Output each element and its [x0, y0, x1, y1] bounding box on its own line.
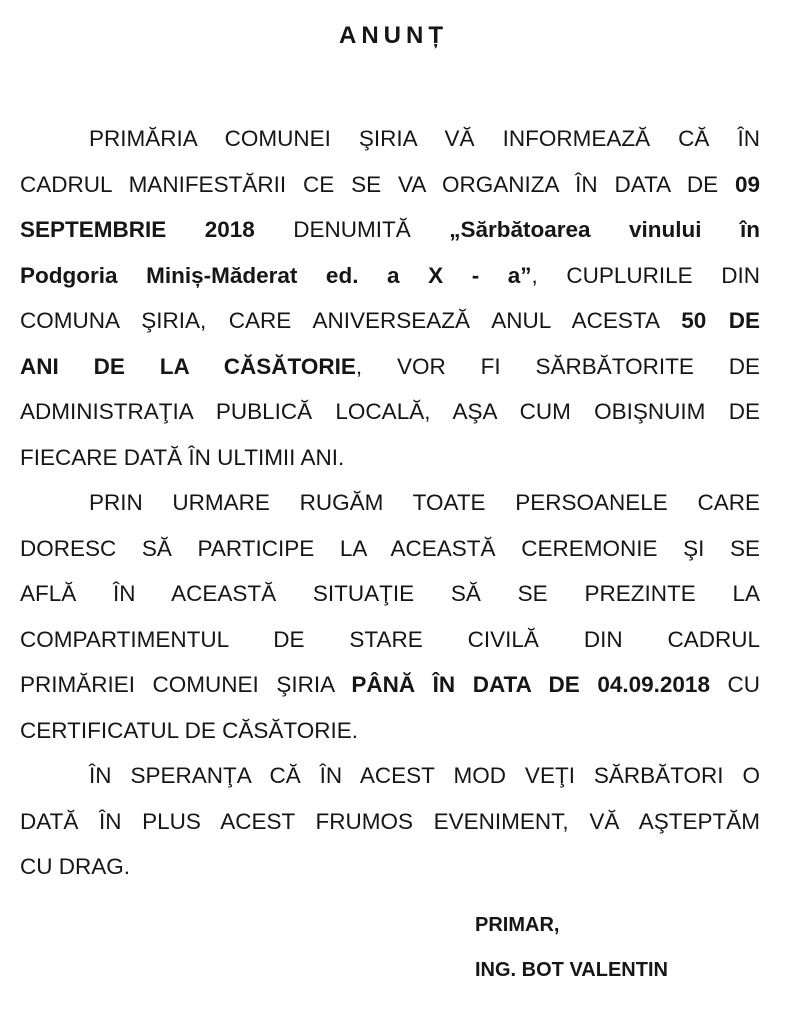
anniversary-label: ANI DE LA CĂSĂTORIE [20, 353, 356, 379]
paragraph-1-line-6 [20, 344, 760, 390]
text-span: COMUNA ŞIRIA, CARE ANIVERSEAZĂ ANUL ACESTA [20, 308, 682, 333]
paragraph-2-line-2: DORESC SĂ PARTICIPE LA ACEASTĂ CEREMONIE ŞI SE [20, 535, 760, 561]
signature-role: PRIMAR, [475, 914, 560, 936]
paragraph-2-line-3: AFLĂ ÎN ACEASTĂ SITUAŢIE SĂ SE PREZINTE LA [20, 581, 760, 606]
paragraph-1-line-8: FIECARE DATĂ ÎN ULTIMII ANI. [20, 444, 345, 470]
paragraph-2-line-4: COMPARTIMENTUL DE STARE CIVILĂ DIN CADRUL [20, 626, 760, 652]
text-span: , VOR FI SĂRBĂTORITE DE [355, 353, 760, 379]
paragraph-1-line-3 [20, 207, 760, 253]
signature-block [475, 903, 668, 993]
text-span: CU [709, 672, 760, 697]
paragraph-2-line-6: CERTIFICATUL DE CĂSĂTORIE. [20, 717, 358, 743]
paragraph-2-line-5 [20, 662, 760, 708]
paragraph-3-line-2: DATĂ ÎN PLUS ACEST FRUMOS EVENIMENT, VĂ AŞTEPTĂM [20, 808, 760, 834]
announcement-body [20, 116, 760, 890]
anniversary-years: 50 DE [681, 308, 760, 333]
paragraph-1-line-4 [20, 253, 760, 299]
date-day: 09 [734, 171, 760, 197]
page-title: ANUNȚ [339, 22, 448, 49]
paragraph-1-line-2 [20, 162, 760, 208]
paragraph-3-line-1: ÎN SPERANŢA CĂ ÎN ACEST MOD VEŢI SĂRBĂTORI O [89, 763, 760, 788]
signature-name: ING. BOT VALENTIN [475, 959, 668, 981]
text-span: PRIMĂRIEI COMUNEI ŞIRIA [20, 672, 352, 697]
paragraph-1-line-7: ADMINISTRAŢIA PUBLICĂ LOCALĂ, AŞA CUM OBIŞNUIM DE [20, 399, 760, 424]
text-span: , CUPLURILE DIN [531, 262, 760, 288]
event-name-part-1: „Sărbătoarea vinului în [449, 217, 760, 242]
paragraph-1-line-1: PRIMĂRIA COMUNEI ŞIRIA VĂ INFORMEAZĂ CĂ ÎN [89, 126, 760, 151]
deadline-date: PÂNĂ ÎN DATA DE 04.09.2018 [351, 672, 710, 697]
date-month-year: SEPTEMBRIE 2018 [20, 217, 255, 242]
event-name-part-2: Podgoria Miniș-Măderat ed. a X - a” [20, 262, 532, 288]
text-span: CADRUL MANIFESTĂRII CE SE VA ORGANIZA ÎN DATA DE [20, 171, 735, 197]
text-span: DENUMITĂ [254, 217, 450, 242]
paragraph-1-line-5 [20, 298, 760, 344]
paragraph-2-line-1: PRIN URMARE RUGĂM TOATE PERSOANELE CARE [89, 490, 760, 515]
paragraph-3-line-3: CU DRAG. [20, 854, 131, 879]
